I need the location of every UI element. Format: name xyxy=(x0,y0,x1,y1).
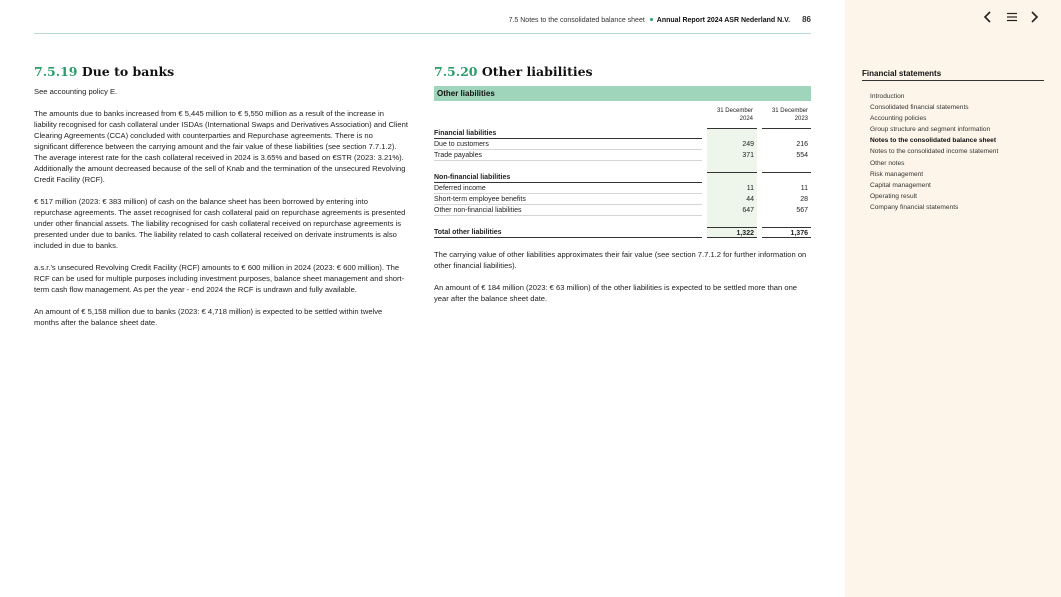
paragraph: See accounting policy E. xyxy=(34,87,118,96)
row-label xyxy=(434,216,702,227)
row-label: Other non-financial liabilities xyxy=(434,205,702,216)
row-label: Non-financial liabilities xyxy=(434,172,702,183)
sidebar xyxy=(845,0,1061,597)
separator-dot-icon xyxy=(650,18,653,21)
row-label: Due to customers xyxy=(434,139,702,150)
page-number: 86 xyxy=(802,15,811,24)
section-heading xyxy=(434,66,811,77)
notes-text xyxy=(434,249,811,304)
table-row xyxy=(434,183,811,194)
menu-icon xyxy=(1004,8,1020,26)
value-2023: 554 xyxy=(796,152,808,159)
table-group-row xyxy=(434,128,811,139)
header-section-link[interactable]: 7.5 Notes to the consolidated balance sheet xyxy=(508,17,645,24)
row-label: Total other liabilities xyxy=(434,227,702,238)
menu-button[interactable] xyxy=(1004,8,1020,26)
table-of-contents xyxy=(870,91,1044,213)
toc-item[interactable]: Notes to the consolidated income statement xyxy=(870,148,999,156)
value-2024: 371 xyxy=(707,150,757,161)
section-number: 7.5.19 xyxy=(34,64,78,79)
other-liabilities-table xyxy=(434,101,811,238)
header-report-title: Annual Report 2024 ASR Nederland N.V. xyxy=(656,17,791,24)
value-2024: 647 xyxy=(707,205,757,216)
section-number: 7.5.20 xyxy=(434,64,478,79)
value-2023 xyxy=(762,216,811,227)
row-label: Financial liabilities xyxy=(434,128,702,139)
value-2023: 11 xyxy=(800,185,808,192)
value-2023: 216 xyxy=(796,141,808,148)
toc-item[interactable]: Group structure and segment information xyxy=(870,126,991,134)
chevron-left-icon xyxy=(980,8,996,26)
page-header xyxy=(34,14,811,34)
section-heading xyxy=(34,66,408,77)
paragraph: An amount of € 5,158 million due to banks (2023: € 4,718 million) is expected to be settled within twelve months after the balance sheet date. xyxy=(34,307,383,327)
row-label: Short-term employee benefits xyxy=(434,194,702,205)
row-label xyxy=(434,161,702,172)
value-2024 xyxy=(707,172,757,183)
table-row xyxy=(434,150,811,161)
value-2024 xyxy=(707,128,757,139)
value-2023 xyxy=(762,128,811,139)
sidebar-title: Financial statements xyxy=(862,69,1044,81)
page-navigation xyxy=(980,8,1044,26)
table-header xyxy=(434,101,811,128)
value-2024: 11 xyxy=(707,183,757,194)
table-total-row xyxy=(434,227,811,238)
toc-item[interactable]: Capital management xyxy=(870,181,931,189)
value-2024: 249 xyxy=(707,139,757,150)
paragraph: a.s.r.'s unsecured Revolving Credit Facility (RCF) amounts to € 600 million in 2024 (2023: € 600 million). The RCF can be used for multiple purposes including investment purposes, balance sheet management and short-term cash flow management. As per the year - end 2024 the RCF is undrawn and fully available. xyxy=(34,263,405,294)
toc-item[interactable]: Risk management xyxy=(870,170,924,178)
row-label: Deferred income xyxy=(434,183,702,194)
row-label: Trade payables xyxy=(434,150,702,161)
value-2024 xyxy=(707,216,757,227)
value-2023: 1,376 xyxy=(762,227,811,238)
table-group-row xyxy=(434,172,811,183)
toc-item[interactable]: Consolidated financial statements xyxy=(870,104,969,112)
column-header-2024: 31 December 2024 xyxy=(716,108,753,122)
chevron-right-icon xyxy=(1026,8,1042,26)
toc-item[interactable]: Other notes xyxy=(870,159,905,167)
value-2023: 28 xyxy=(800,196,808,203)
table-row xyxy=(434,139,811,150)
section-title: Due to banks xyxy=(81,64,175,79)
paragraph: The carrying value of other liabilities approximates their fair value (see section 7.7.1.2 for further information on other financial liabilities). xyxy=(434,250,807,270)
column-header-2023: 31 December 2023 xyxy=(771,108,808,122)
table-spacer-row xyxy=(434,161,811,172)
table-row xyxy=(434,205,811,216)
toc-item[interactable]: Company financial statements xyxy=(870,203,959,211)
header-divider xyxy=(34,33,811,34)
section-other-liabilities xyxy=(434,66,811,315)
next-page-button[interactable] xyxy=(1026,8,1042,26)
table-row xyxy=(434,194,811,205)
toc-item[interactable]: Introduction xyxy=(870,93,905,100)
paragraph: € 517 million (2023: € 383 million) of cash on the balance sheet has been borrowed by entering into repurchase agreements. The asset recognised for cash collateral paid on repurchase agreements is presented under other financial assets. The liability recognised for cash collateral received on repurchase agreements is presented under due to banks. The liability related to cash collateral received on derivate instruments is also included in due to banks. xyxy=(34,197,406,250)
value-2023 xyxy=(762,172,811,183)
previous-page-button[interactable] xyxy=(980,8,996,26)
value-2024: 1,322 xyxy=(707,227,757,238)
paragraph: The amounts due to banks increased from € 5,445 million to € 5,550 million as a result of the increase in liability recognised for cash collateral under ISDAs (International Swaps and Derivatives Association) and Client Clearing Agreements (CCA) concluded with counterparties and Repurchase agreements. There is no significant difference between the carrying amount and the fair value of these liabilities (see section 7.7.1.2). The average interest rate for the cash collateral received in 2024 is 3.65% and based on €STR (2023: 3.21%). Additionally the amount decreased because of the sell of Knab and the termination of the unsecured Revolving Credit Facility (RCF). xyxy=(34,109,408,184)
section-title: Other liabilities xyxy=(481,64,593,79)
paragraph: An amount of € 184 million (2023: € 63 million) of the other liabilities is expected to be settled more than one year after the balance sheet date. xyxy=(434,283,798,303)
toc-item[interactable]: Operating result xyxy=(870,192,917,200)
toc-item[interactable]: Accounting policies xyxy=(870,115,927,123)
value-2024: 44 xyxy=(707,194,757,205)
value-2023 xyxy=(762,161,811,172)
toc-item[interactable]: Notes to the consolidated balance sheet xyxy=(870,137,997,145)
value-2024 xyxy=(707,161,757,172)
table-title: Other liabilities xyxy=(434,86,811,101)
value-2023: 567 xyxy=(796,207,808,214)
table-spacer-row xyxy=(434,216,811,227)
section-due-to-banks xyxy=(34,66,408,339)
